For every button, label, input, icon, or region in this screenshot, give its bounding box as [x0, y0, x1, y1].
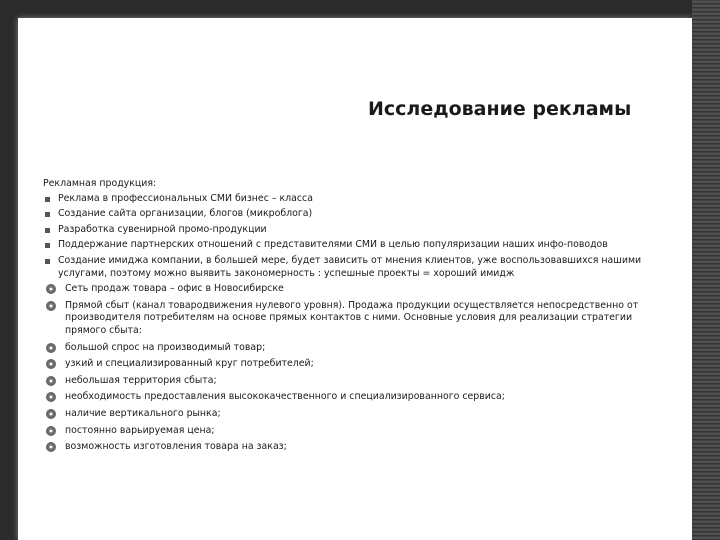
list-item: постоянно варьируемая цена; — [43, 425, 668, 438]
list-item: Создание имиджа компании, в большей мере, будет зависить от мнения клиентов, уже воспользовавшихся нашими услугами, поэтому можно выявить закономерность : успешные проекты = хороший имидж — [43, 255, 668, 280]
slide-content — [43, 178, 668, 458]
list-item: Сеть продаж товара – офис в Новосибирске — [43, 283, 668, 296]
scan-edge-decoration — [692, 0, 720, 540]
list-item: Прямой сбыт (канал товародвижения нулевого уровня). Продажа продукции осуществляется непосредственно от производителя потребителям на основе прямых контактов с ними. Основные условия для реализации стратегии прямого сбыта: — [43, 300, 668, 338]
list-item: возможность изготовления товара на заказ; — [43, 441, 668, 454]
list-item: Поддержание партнерских отношений с представителями СМИ в целью популяризации наших инфо-поводов — [43, 239, 668, 252]
list-item: необходимость предоставления высококачественного и специализированного сервиса; — [43, 391, 668, 404]
list-item: Реклама в профессиональных СМИ бизнес – класса — [43, 193, 668, 206]
square-bullet-list — [43, 193, 668, 281]
content-heading: Рекламная продукция: — [43, 178, 157, 189]
list-item: Разработка сувенирной промо-продукции — [43, 224, 668, 237]
list-item: Создание сайта организации, блогов (микроблога) — [43, 208, 668, 221]
list-item: большой спрос на производимый товар; — [43, 342, 668, 355]
list-item: наличие вертикального рынка; — [43, 408, 668, 421]
list-item: узкий и специализированный круг потребителей; — [43, 358, 668, 371]
slide — [18, 18, 692, 540]
list-item: небольшая территория сбыта; — [43, 375, 668, 388]
circle-bullet-list — [43, 283, 668, 454]
slide-title: Исследование рекламы — [368, 98, 632, 120]
